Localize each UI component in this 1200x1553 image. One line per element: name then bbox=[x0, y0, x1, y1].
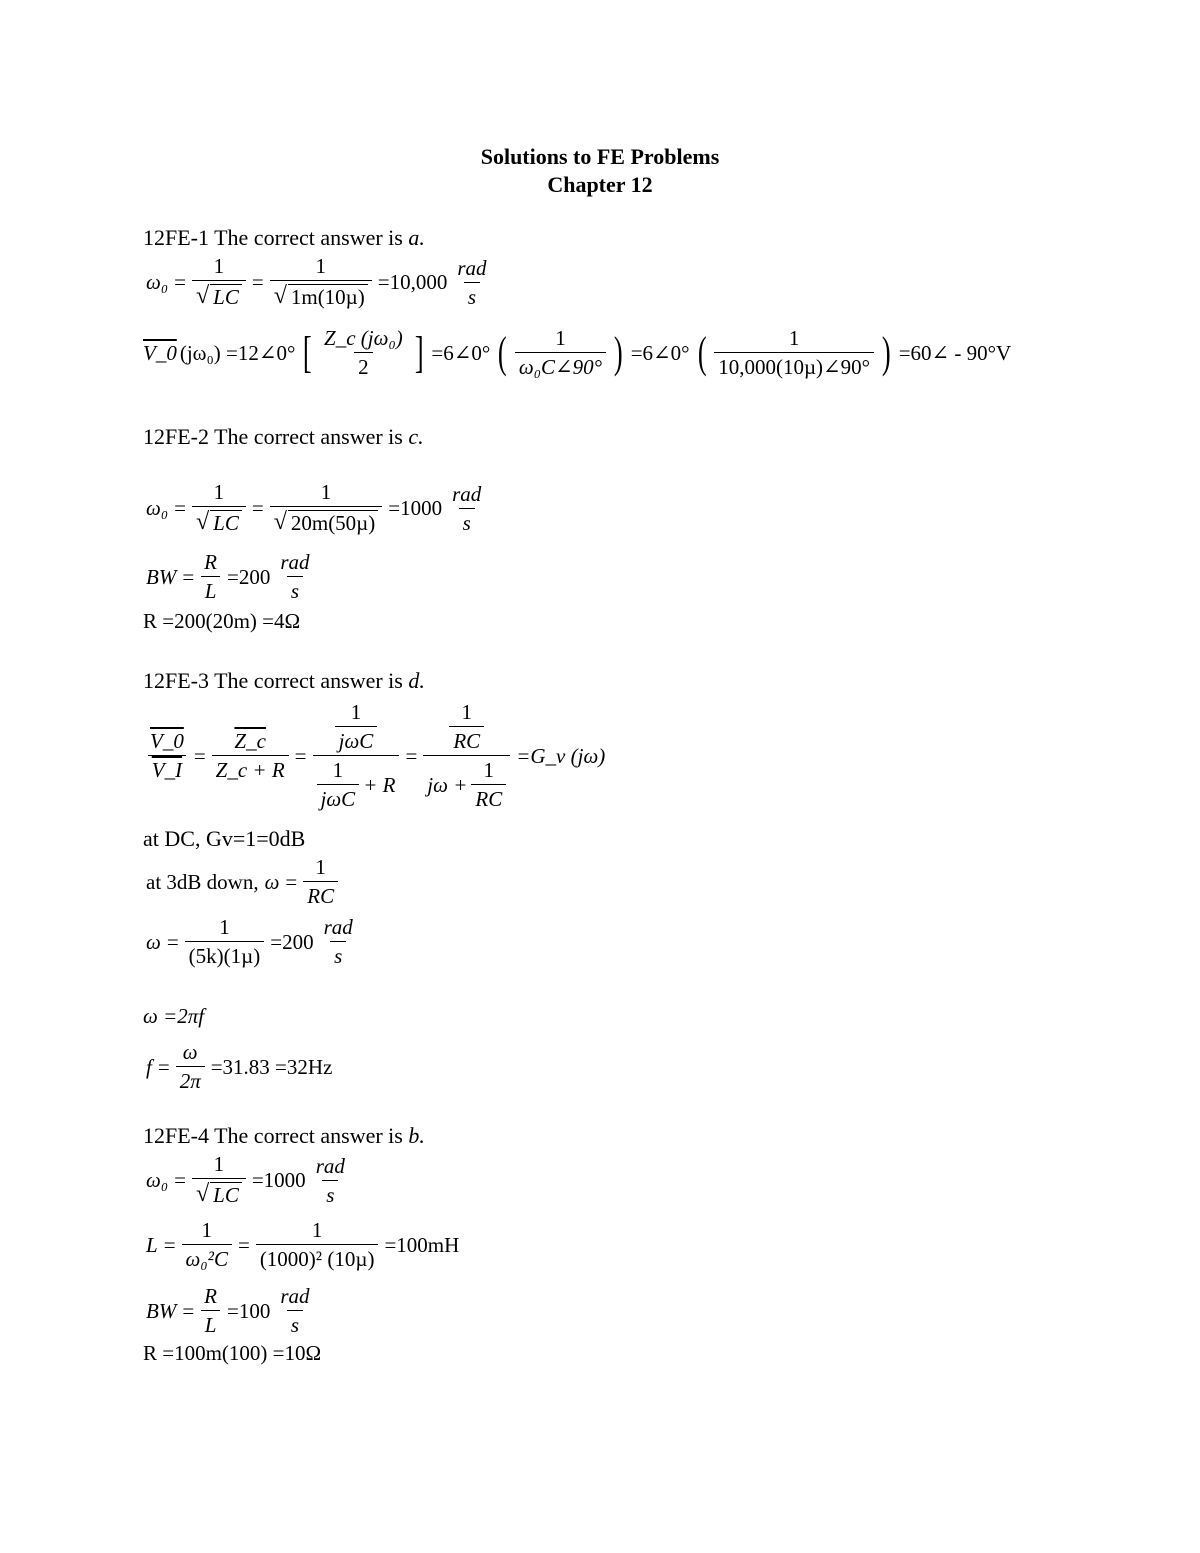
problem-3-frequency: f = $\frac{\omega}{2\pi}$ =31.83 =32Hz bbox=[146, 1040, 333, 1094]
problem-2-answer: c. bbox=[408, 424, 424, 449]
problem-4-inductance-equation: L = $\frac{1}{\text{ω₀²C}}$ = $\frac{1}{\text{(1000)² (10µ)}}$ =100mH bbox=[146, 1218, 460, 1272]
problem-1-omega-equation: ω₀ = 1 √ LC = 1 √ 1m(10µ) =10,000 $\frac{\text{rad}}{s}$ bbox=[146, 254, 487, 310]
problem-1-voltage-equation: V_0 (jω₀) =12∠0° [ $\frac{\text{Z\_c (jω₀)}}{2}$ ] =6∠0° ( $\frac{1}{\text{ω₀C∠90°}}$ ) =6∠0° ( $\frac{1}{\text{10,000(10µ)∠90°}}$ ) =60∠ - 90°V bbox=[143, 326, 1012, 380]
problem-1-answer: a. bbox=[408, 225, 425, 250]
document-title: Solutions to FE Problems bbox=[480, 144, 720, 169]
problem-2-resistance-equation: R =200(20m) =4Ω bbox=[143, 609, 301, 633]
problem-3-3db-equation: at 3dB down, ω = $\frac{1}{RC}$ bbox=[143, 855, 341, 908]
problem-3-transfer-function: $\frac{V\_0}{V\_I}$ = $\frac{Z\_c}{Z\_c + R}$ = $\frac{1}{\text{jωC}}$ $\frac{1}{\text{jωC}}$ + R = $\frac{1}{RC}$ jω + $\frac{1}{RC}$ =G_v (jω) bbox=[143, 700, 608, 812]
problem-4-heading: 12FE-4 The correct answer is b. bbox=[143, 1123, 425, 1148]
problem-3-answer: d. bbox=[408, 668, 425, 693]
problem-3-heading: 12FE-3 The correct answer is d. bbox=[143, 668, 425, 693]
problem-1-heading: 12FE-1 The correct answer is a. bbox=[143, 225, 425, 250]
problem-2-heading: 12FE-2 The correct answer is c. bbox=[143, 424, 424, 449]
chapter-title: Chapter 12 bbox=[547, 172, 653, 197]
problem-2-omega-equation: ω₀ = 1 √ LC = 1 √ 20m(50µ) =1000 $\frac{\text{rad}}{s}$ bbox=[146, 480, 482, 536]
problem-2-bandwidth-equation: BW = $\frac{R}{L}$ =200 $\frac{\text{rad}}{s}$ bbox=[146, 550, 310, 604]
problem-4-omega-equation: ω₀ = 1 √ LC =1000 $\frac{\text{rad}}{s}$ bbox=[146, 1152, 345, 1208]
problem-4-answer: b. bbox=[408, 1123, 425, 1148]
problem-4-resistance-equation: R =100m(100) =10Ω bbox=[143, 1341, 322, 1365]
problem-4-bandwidth-equation: BW = $\frac{R}{L}$ =100 $\frac{\text{rad}}{s}$ bbox=[146, 1284, 310, 1338]
problem-3-omega-2pif: ω =2πf bbox=[143, 1004, 205, 1028]
problem-3-omega-value: ω = $\frac{1}{\text{(5k)(1µ)}}$ =200 $\frac{\text{rad}}{s}$ bbox=[146, 915, 353, 969]
problem-3-dc-gain: at DC, Gv=1=0dB bbox=[143, 826, 306, 851]
